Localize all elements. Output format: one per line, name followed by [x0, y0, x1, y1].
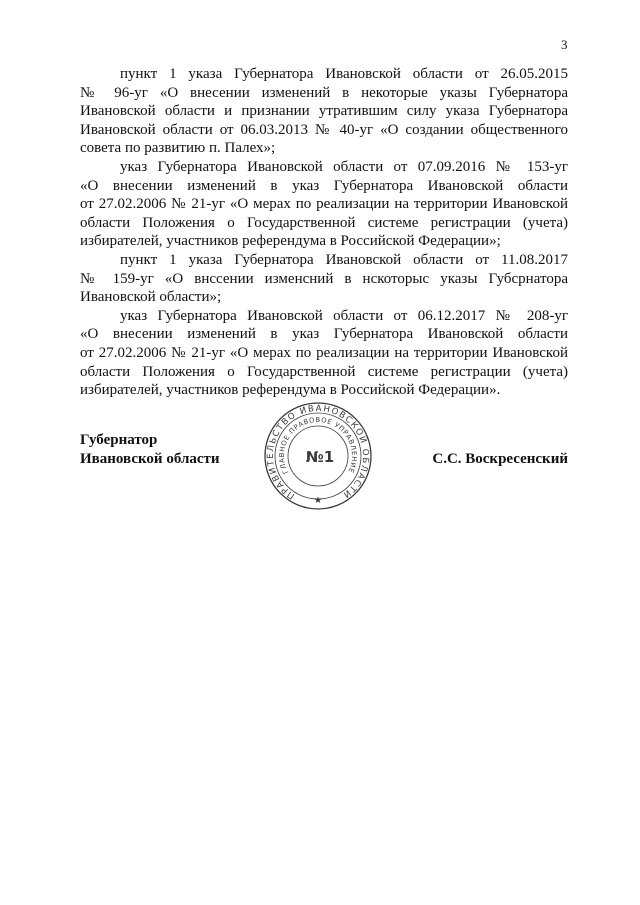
- page-number: 3: [561, 37, 568, 52]
- text-line: «О внесении изменений в указ Губернатора Ивановской области: [80, 326, 568, 343]
- text-line: указ Губернатора Ивановской области от 06.12.2017 № 208-уг: [120, 307, 568, 324]
- text-line: указ Губернатора Ивановской области от 07.09.2016 № 153-уг: [120, 158, 568, 175]
- text-line: от 27.02.2006 № 21-уг «О мерах по реализации на территории Ивановской: [80, 196, 568, 213]
- text-line: № 96-уг «О внесении изменений в некоторые указы Губернатора: [80, 84, 568, 101]
- text-line: области Положения о Государственной системе регистрации (учета): [80, 214, 568, 231]
- text-line: области Положения о Государственной системе регистрации (учета): [80, 363, 568, 380]
- seal-star-icon: [315, 497, 322, 504]
- text-line: пункт 1 указа Губернатора Ивановской области от 11.08.2017: [120, 251, 568, 268]
- signatory-title-line-2: Ивановской области: [80, 451, 220, 467]
- text-line: пункт 1 указа Губернатора Ивановской области от 26.05.2015: [120, 66, 568, 82]
- text-line: от 27.02.2006 № 21-уг «О мерах по реализации на территории Ивановской: [80, 344, 568, 361]
- signatory-title-line-1: Губернатор: [80, 432, 158, 448]
- paragraph-4: [80, 307, 568, 400]
- document-body: [80, 65, 568, 400]
- text-line: избирателей, участников референдума в Российской Федерации»;: [80, 233, 501, 250]
- seal-number: №1: [305, 448, 335, 466]
- text-line: «О внесении изменений в указ Губернатора Ивановской области: [80, 177, 568, 194]
- paragraph-2: [80, 158, 568, 251]
- text-line: избирателей, участников референдума в Российской Федерации».: [80, 382, 501, 399]
- signatory-name: С.С. Воскресенский: [432, 451, 568, 467]
- signatory-title: [80, 431, 220, 469]
- text-line: Ивановской области от 06.03.2013 № 40-уг «О создании общественного: [80, 121, 568, 138]
- seal-inner-text-path: ГЛАВНОЕ ПРАВОВОЕ УПРАВЛЕНИЕ: [277, 415, 359, 476]
- official-seal-stamp: [262, 400, 374, 512]
- paragraph-1: [80, 65, 568, 158]
- text-line: совета по развитию п. Палех»;: [80, 140, 276, 157]
- paragraph-3: [80, 251, 568, 307]
- text-line: № 159-уг «О внссении изменсний в нскоторыс указы Губсрнатора: [80, 270, 568, 287]
- text-line: Ивановской области и признании утратившим силу указа Губернатора: [80, 103, 568, 120]
- text-line: Ивановской области»;: [80, 289, 222, 306]
- seal-outer-text-path: ПРАВИТЕЛЬСТВО ИВАНОВСКОЙ ОБЛАСТИ: [265, 403, 371, 501]
